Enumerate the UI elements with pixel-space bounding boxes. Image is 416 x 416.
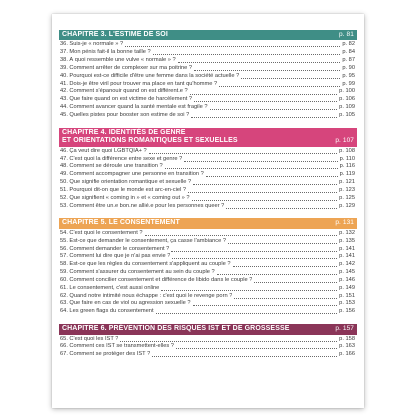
entry-number: 65.: [60, 335, 68, 342]
dot-leader: [192, 200, 338, 201]
chapter-title: [62, 219, 180, 227]
entry-number: 54.: [60, 229, 68, 236]
toc-entry: [60, 238, 355, 246]
entry-question: C'est quoi les IST ?: [69, 335, 119, 342]
entry-question: Suis-je « normale » ?: [69, 41, 124, 48]
entry-number: 45.: [60, 112, 68, 118]
toc-entry: [60, 253, 355, 261]
dot-leader: [219, 86, 340, 87]
dot-leader: [193, 305, 338, 306]
entry-question: Comment accompagner une personne en transition ?: [69, 171, 204, 178]
chapter-header: [59, 30, 357, 40]
entry-page-number: p. 87: [342, 57, 355, 64]
entry-question: Dois-je être viril pour trouver ma place en tant qu'homme ?: [69, 80, 218, 87]
entry-page-number: p. 95: [342, 72, 355, 79]
chapter-title-line: CHAPITRE 6. PRÉVENTION DES RISQUES IST ET DE GROSSESSE: [62, 325, 290, 333]
entry-question: Pourquoi dit-on que le monde est arc-en-ciel ?: [69, 186, 187, 193]
dot-leader: [206, 176, 338, 177]
entry-page-number: p. 109: [339, 104, 355, 111]
chapter-section-ch4: [59, 128, 357, 211]
toc-entry: [60, 203, 355, 211]
toc-entry: [60, 171, 355, 179]
entry-question: Quand notre intimité nous échappe : c'est quoi le revenge porn ?: [69, 292, 233, 299]
dot-leader: [190, 94, 337, 95]
toc-entry: [60, 351, 355, 359]
toc-entry: [60, 261, 355, 269]
question-list: [59, 229, 357, 316]
entry-question: Comment se déroule une transition ?: [69, 163, 163, 170]
toc-entry: [60, 104, 355, 112]
toc-entry: [60, 57, 355, 65]
entry-question: Comment être un.e bon.ne allié.e pour les personnes queer ?: [69, 202, 225, 209]
toc-entry: [60, 163, 355, 171]
entry-page-number: p. 119: [339, 171, 355, 178]
entry-question: Comment s'assurer du consentement au sein du couple ?: [69, 269, 215, 276]
entry-question: Comment demander le consentement ?: [69, 245, 170, 252]
entry-page-number: p. 123: [339, 186, 355, 193]
chapter-header: [59, 218, 357, 228]
toc-entry: [60, 73, 355, 81]
entry-page-number: p. 129: [339, 202, 355, 209]
dot-leader: [171, 251, 337, 252]
entry-number: 43.: [60, 96, 68, 103]
dot-leader: [210, 109, 338, 110]
dot-leader: [152, 356, 337, 357]
chapter-title: [62, 325, 290, 333]
toc-entry: [60, 285, 355, 293]
entry-question: Comment ces IST se transmettent-elles ?: [69, 343, 174, 350]
chapter-page-number: p. 157: [335, 325, 354, 333]
entry-question: Que faire en cas de viol ou agression sexuelle ?: [69, 300, 191, 307]
dot-leader: [153, 54, 341, 55]
entry-page-number: p. 149: [339, 284, 355, 291]
entry-number: 39.: [60, 64, 68, 71]
dot-leader: [176, 348, 337, 349]
toc-entry: [60, 230, 355, 238]
toc-entry: [60, 179, 355, 187]
toc-entry: [60, 195, 355, 203]
entry-number: 36.: [60, 41, 68, 48]
toc-entry: [60, 148, 355, 156]
toc-entry: [60, 96, 355, 104]
entry-question: Pourquoi est-ce difficile d'être une femme dans la société actuelle ?: [69, 72, 240, 79]
entry-question: Les green flags du consentement: [69, 308, 154, 315]
entry-number: 59.: [60, 269, 68, 276]
dot-leader: [191, 117, 337, 118]
entry-number: 62.: [60, 292, 68, 299]
dot-leader: [125, 46, 340, 47]
dot-leader: [228, 243, 337, 244]
dot-leader: [194, 101, 337, 102]
entry-page-number: p. 163: [339, 343, 355, 350]
entry-number: 41.: [60, 80, 68, 87]
entry-number: 53.: [60, 202, 68, 209]
dot-leader: [161, 290, 337, 291]
entry-number: 58.: [60, 261, 68, 268]
entry-question: Quelles pistes pour booster son estime de soi ?: [69, 112, 190, 118]
dot-leader: [184, 161, 337, 162]
toc-entry: [60, 336, 355, 344]
entry-page-number: p. 166: [339, 351, 355, 358]
toc-entry: [60, 41, 355, 49]
toc-entry: [60, 277, 355, 285]
entry-number: 63.: [60, 300, 68, 307]
entry-question: Que signifient « coming in » et « coming out » ?: [69, 194, 190, 201]
toc-entry: [60, 246, 355, 254]
dot-leader: [254, 282, 337, 283]
question-list: [59, 40, 357, 119]
entry-number: 37.: [60, 49, 68, 56]
toc-entry: [60, 88, 355, 96]
toc-entry: [60, 293, 355, 301]
entry-question: Comment lui dire que je n'ai pas envie ?: [69, 253, 171, 260]
entry-question: Comment concilier consentement et différence de libido dans le couple ?: [69, 276, 253, 283]
entry-question: Mon pénis fait-il la bonne taille ?: [69, 49, 151, 56]
entry-number: 60.: [60, 276, 68, 283]
chapter-header: [59, 128, 357, 147]
entry-page-number: p. 105: [339, 112, 355, 118]
chapter-title-line: CHAPITRE 3. L'ESTIME DE SOI: [62, 31, 168, 38]
entry-question: Comment arrêter de complexer sur ma poitrine ?: [69, 64, 193, 71]
entry-number: 61.: [60, 284, 68, 291]
dot-leader: [149, 153, 337, 154]
entry-page-number: p. 151: [339, 292, 355, 299]
entry-number: 64.: [60, 308, 68, 315]
table-of-contents: [52, 30, 364, 367]
entry-page-number: p. 146: [339, 276, 355, 283]
entry-question: Comment avancer quand la santé mentale est fragile ?: [69, 104, 208, 111]
entry-page-number: p. 106: [339, 96, 355, 103]
dot-leader: [241, 78, 340, 79]
chapter-section-ch5: [59, 218, 357, 316]
entry-number: 38.: [60, 57, 68, 64]
entry-page-number: p. 99: [342, 80, 355, 87]
dot-leader: [120, 341, 337, 342]
entry-question: À quoi ressemble une vulve « normale » ?: [69, 57, 176, 64]
entry-question: C'est quoi le consentement ?: [69, 229, 143, 236]
entry-number: 42.: [60, 88, 68, 95]
toc-entry: [60, 156, 355, 164]
entry-page-number: p. 108: [339, 147, 355, 154]
dot-leader: [172, 258, 337, 259]
dot-leader: [178, 62, 341, 63]
question-list: [59, 335, 357, 360]
entry-number: 56.: [60, 245, 68, 252]
toc-entry: [60, 187, 355, 195]
chapter-page-number: p. 107: [335, 137, 354, 145]
dot-leader: [193, 184, 337, 185]
entry-page-number: p. 116: [339, 163, 355, 170]
chapter-title-line: CHAPITRE 5. LE CONSENTEMENT: [62, 219, 180, 227]
toc-entry: [60, 112, 355, 120]
entry-number: 48.: [60, 163, 68, 170]
entry-number: 57.: [60, 253, 68, 260]
entry-number: 67.: [60, 351, 68, 358]
chapter-section-ch6: [59, 324, 357, 359]
entry-number: 49.: [60, 171, 68, 178]
entry-question: C'est quoi la différence entre sexe et genre ?: [69, 155, 183, 162]
entry-number: 66.: [60, 343, 68, 350]
dot-leader: [234, 298, 337, 299]
entry-page-number: p. 156: [339, 308, 355, 315]
toc-entry: [60, 49, 355, 57]
question-list: [59, 147, 357, 211]
entry-page-number: p. 141: [339, 253, 355, 260]
dot-leader: [156, 313, 338, 314]
entry-number: 47.: [60, 155, 68, 162]
chapter-title-line: CHAPITRE 4. IDENTITÉS DE GENRE: [62, 128, 186, 136]
entry-page-number: p. 90: [342, 64, 355, 71]
entry-question: Ça veut dire quoi LGBTQIA+ ?: [69, 147, 147, 154]
entry-page-number: p. 141: [339, 245, 355, 252]
entry-page-number: p. 158: [339, 335, 355, 342]
entry-page-number: p. 142: [339, 261, 355, 268]
chapter-page-number: p. 131: [335, 219, 354, 227]
chapter-section-ch3: [59, 30, 357, 120]
entry-question: Que faire quand on est victime de harcèlement ?: [69, 96, 193, 103]
entry-number: 52.: [60, 194, 68, 201]
entry-number: 51.: [60, 186, 68, 193]
chapter-title: [62, 129, 238, 146]
entry-page-number: p. 110: [339, 155, 355, 162]
entry-question: Est-ce que demander le consentement, ça casse l'ambiance ?: [69, 237, 227, 244]
toc-entry: [60, 300, 355, 308]
toc-entry: [60, 81, 355, 89]
chapter-title: [62, 31, 168, 39]
entry-page-number: p. 132: [339, 229, 355, 236]
toc-entry: [60, 343, 355, 351]
entry-number: 55.: [60, 237, 68, 244]
entry-question: Comment s'épanouir quand on est différent.e ?: [69, 88, 188, 95]
entry-question: Comment se protéger des IST ?: [69, 351, 151, 358]
entry-page-number: p. 145: [339, 269, 355, 276]
entry-page-number: p. 121: [339, 179, 355, 186]
dot-leader: [226, 208, 337, 209]
dot-leader: [217, 274, 337, 275]
entry-number: 40.: [60, 72, 68, 79]
book-page: [52, 14, 364, 408]
entry-page-number: p. 84: [342, 49, 355, 56]
entry-page-number: p. 82: [342, 41, 355, 48]
toc-entry: [60, 269, 355, 277]
entry-question: Le consentement, c'est aussi online: [69, 284, 160, 291]
entry-question: Que signifie orientation romantique et sexuelle ?: [69, 179, 192, 186]
toc-entry: [60, 308, 355, 316]
entry-number: 50.: [60, 179, 68, 186]
entry-page-number: p. 125: [339, 194, 355, 201]
chapter-title-line: ET ORIENTATIONS ROMANTIQUES ET SEXUELLES: [62, 137, 238, 145]
entry-page-number: p. 153: [339, 300, 355, 307]
entry-page-number: p. 100: [339, 88, 355, 95]
dot-leader: [145, 235, 338, 236]
entry-number: 44.: [60, 104, 68, 111]
entry-page-number: p. 135: [339, 237, 355, 244]
chapter-page-number: p. 81: [339, 31, 354, 38]
entry-question: Est-ce que les règles du consentement s'appliquent au couple ?: [69, 261, 231, 268]
chapter-header: [59, 324, 357, 334]
dot-leader: [165, 168, 338, 169]
entry-number: 46.: [60, 147, 68, 154]
toc-entry: [60, 65, 355, 73]
dot-leader: [188, 192, 337, 193]
dot-leader: [194, 70, 340, 71]
dot-leader: [233, 266, 338, 267]
